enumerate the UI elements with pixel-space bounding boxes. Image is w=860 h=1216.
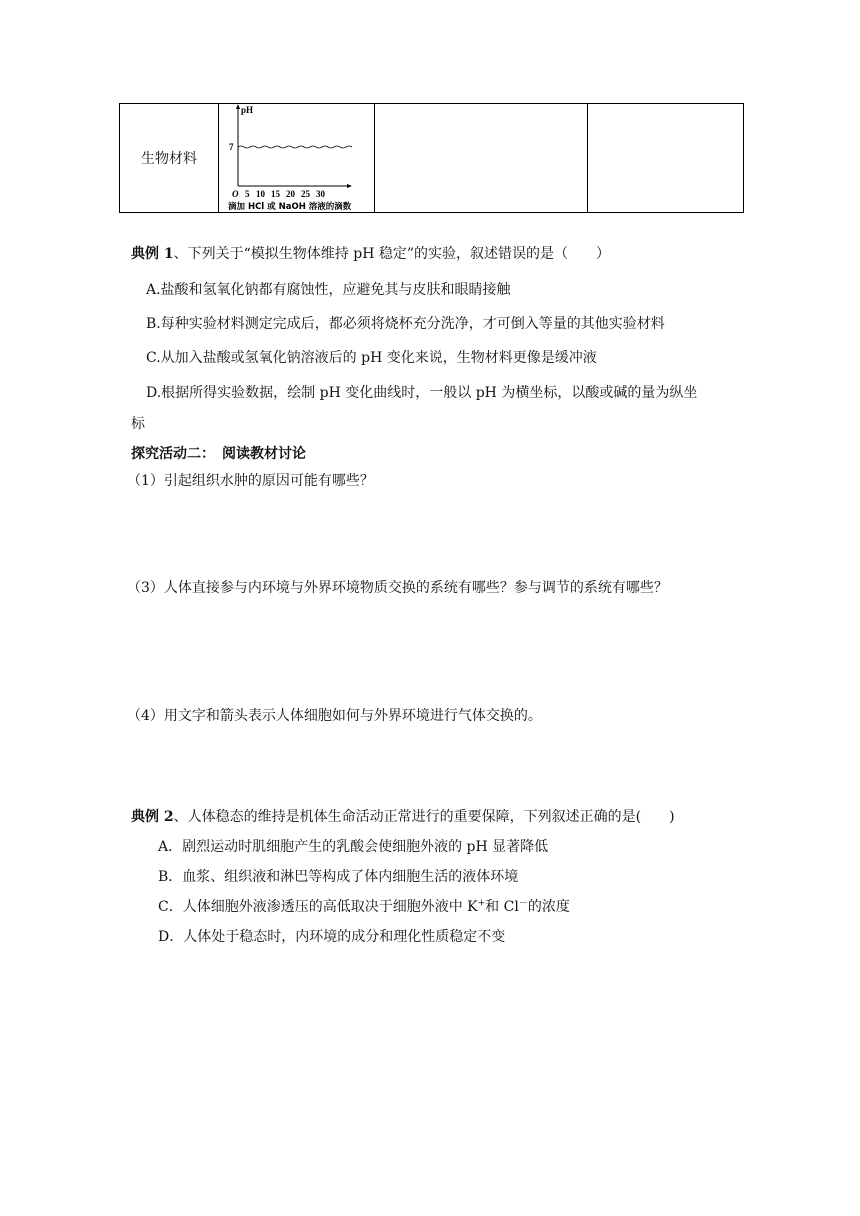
example2-option-c: [158, 896, 570, 916]
table-row: [120, 104, 744, 213]
x-tick-label: 20: [286, 189, 295, 199]
origin-label: O: [232, 189, 239, 199]
y-axis-label: pH: [241, 105, 254, 115]
x-tick-label: 25: [301, 189, 310, 199]
superscript-minus: －: [518, 898, 528, 909]
y-tick-label: 7: [229, 142, 234, 152]
x-tick-label: 10: [256, 189, 265, 199]
example1-option-c: C.从加入盐酸或氢氧化钠溶液后的 pH 变化来说，生物材料更像是缓冲液: [146, 350, 597, 366]
example1-label: 典例 1: [131, 246, 174, 262]
ph-graph: [219, 104, 374, 212]
activity2-question-3: （3）人体直接参与内环境与外界环境物质交换的系统有哪些？参与调节的系统有哪些？: [127, 580, 668, 596]
example2-option-d: D．人体处于稳态时，内环境的成分和理化性质稳定不变: [158, 929, 506, 945]
ph-curve: [238, 146, 352, 148]
row-label: 生物材料: [120, 104, 219, 213]
example2-option-a: A．剧烈运动时肌细胞产生的乳酸会使细胞外液的 pH 显著降低: [158, 839, 549, 855]
ph-graph-cell: [219, 104, 375, 213]
activity2-question-4: （4）用文字和箭头表示人体细胞如何与外界环境进行气体交换的。: [127, 708, 542, 724]
x-axis-arrow: [347, 184, 352, 188]
empty-cell: [588, 104, 744, 213]
example2-stem: [131, 806, 675, 826]
example1-option-a: A.盐酸和氢氧化钠都有腐蚀性，应避免其与皮肤和眼睛接触: [146, 282, 511, 298]
example2-option-b: B．血浆、组织液和淋巴等构成了体内细胞生活的液体环境: [158, 869, 519, 885]
y-axis-arrow: [236, 104, 240, 109]
activity2-question-1: （1）引起组织水肿的原因可能有哪些？: [127, 473, 374, 489]
example1-option-d: D.根据所得实验数据，绘制 pH 变化曲线时，一般以 pH 为横坐标，以酸或碱的量为纵坐: [146, 385, 698, 401]
empty-cell: [375, 104, 588, 213]
x-tick-label: 15: [271, 189, 280, 199]
example1-stem: [131, 243, 610, 263]
experiment-table: [119, 103, 744, 213]
option-c-text: C．人体细胞外液渗透压的高低取决于细胞外液中 K: [158, 899, 478, 915]
example1-option-d-wrap: 标: [131, 416, 145, 432]
example2-label: 典例 2: [131, 809, 174, 825]
x-tick-label: 30: [316, 189, 325, 199]
example2-question: 、人体稳态的维持是机体生命活动正常进行的重要保障，下列叙述正确的是( ): [173, 809, 675, 825]
option-c-text: 的浓度: [527, 899, 570, 915]
superscript-plus: +: [477, 898, 486, 909]
option-c-text: 和 Cl: [485, 899, 519, 915]
example1-option-b: B.每种实验材料测定完成后，都必须将烧杯充分洗净，才可倒入等量的其他实验材料: [146, 316, 665, 332]
example1-question: 、下列关于“模拟生物体维持 pH 稳定”的实验，叙述错误的是（ ）: [173, 246, 611, 262]
activity2-heading: 探究活动二： 阅读教材讨论: [131, 446, 306, 462]
x-tick-label: 5: [245, 189, 250, 199]
x-axis-caption: 滴加 HCl 或 NaOH 溶液的滴数: [228, 202, 352, 212]
